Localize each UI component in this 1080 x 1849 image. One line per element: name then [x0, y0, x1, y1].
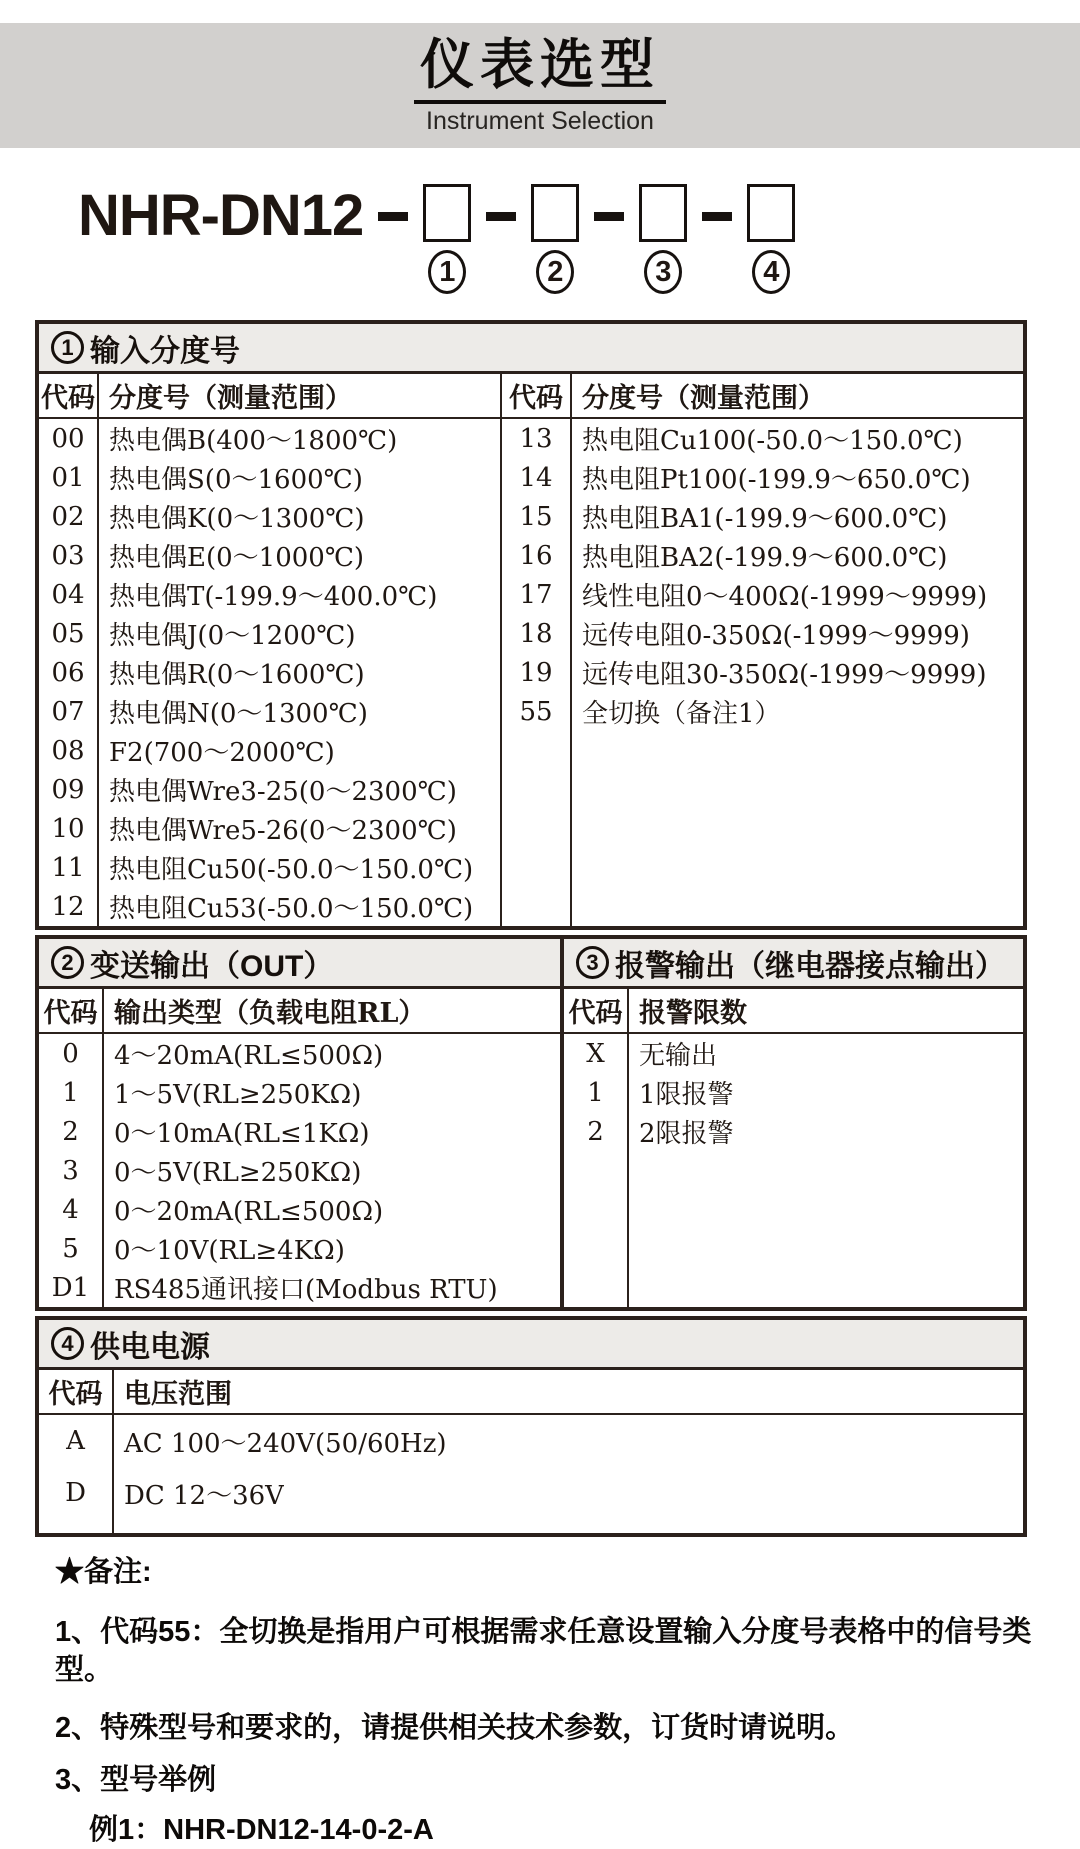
desc-cell: 热电阻Cu53(-50.0～150.0℃) — [109, 894, 474, 924]
code-cell: 03 — [39, 536, 99, 575]
table1-section-header — [39, 324, 1023, 374]
section1-number-icon — [51, 331, 84, 364]
column-header-code: 代码 — [564, 989, 629, 1032]
table2-table3-columns — [39, 939, 1023, 1307]
code-cell: 08 — [39, 731, 99, 770]
model-prefix: NHR-DN12 — [78, 183, 364, 248]
desc-cell: RS485通讯接口(Modbus RTU) — [114, 1275, 498, 1305]
page-subtitle: Instrument Selection — [426, 107, 654, 136]
desc-cell: 热电阻BA2(-199.9～600.0℃) — [582, 543, 948, 573]
model-slot-2 — [531, 184, 579, 294]
code-cell — [39, 1519, 114, 1533]
column-header-desc: 输出类型（负载电阻RL） — [114, 998, 426, 1029]
slot-number: 1 — [439, 255, 456, 288]
table-row — [39, 1229, 560, 1268]
model-slot-box-3 — [639, 184, 687, 242]
section4-title: 供电电源 — [90, 1330, 210, 1364]
section3-number-icon — [576, 946, 609, 979]
model-slot-3 — [639, 184, 687, 294]
table-row — [502, 692, 1023, 731]
section2-title: 变送输出（OUT） — [90, 949, 334, 983]
desc-cell: F2(700～2000℃) — [109, 738, 335, 768]
note-item: 1、代码55：全切换是指用户可根据需求任意设置输入分度号表格中的信号类型。 — [55, 1616, 1032, 1686]
desc-cell: 远传电阻0-350Ω(-1999～9999) — [582, 621, 970, 651]
column-header-desc: 分度号（测量范围） — [109, 383, 352, 414]
table4-power-supply — [35, 1316, 1027, 1537]
desc-cell: 0～10mA(RL≤1KΩ) — [114, 1119, 370, 1149]
desc-cell: 2限报警 — [639, 1119, 734, 1149]
note-item: 2、特殊型号和要求的，请提供相关技术参数，订货时请说明。 — [55, 1712, 855, 1744]
model-slot-1 — [423, 184, 471, 294]
code-cell: A — [39, 1415, 114, 1467]
code-cell: 4 — [39, 1190, 104, 1229]
slot-number: 2 — [547, 255, 564, 288]
table1-right-header-row — [502, 374, 1023, 419]
empty-filler-row — [39, 1519, 1023, 1533]
table-row — [564, 1034, 1023, 1073]
table-row — [39, 731, 500, 770]
empty-filler-row — [502, 731, 1023, 926]
desc-cell: 热电偶Wre3-25(0～2300℃) — [109, 777, 457, 807]
table1-left-header-row — [39, 374, 500, 419]
table-row — [39, 1268, 560, 1307]
column-header-code: 代码 — [39, 1370, 114, 1413]
desc-cell: 热电偶N(0～1300℃) — [109, 699, 368, 729]
desc-cell: 热电偶K(0～1300℃) — [109, 504, 365, 534]
code-cell: 01 — [39, 458, 99, 497]
model-slot-box-4 — [747, 184, 795, 242]
code-cell: 1 — [564, 1073, 629, 1112]
note-item: 3、型号举例 — [55, 1764, 217, 1796]
desc-cell: 热电偶T(-199.9～400.0℃) — [109, 582, 438, 612]
desc-cell: 热电偶B(400～1800℃) — [109, 426, 398, 456]
code-cell: 14 — [502, 458, 572, 497]
desc-cell: 热电偶S(0～1600℃) — [109, 465, 363, 495]
column-header-desc: 分度号（测量范围） — [582, 383, 825, 414]
desc-cell: 线性电阻0～400Ω(-1999～9999) — [582, 582, 988, 612]
desc-cell: 热电阻Cu50(-50.0～150.0℃) — [109, 855, 474, 885]
circled-number-4 — [752, 250, 790, 294]
table3-section-header — [564, 939, 1023, 989]
code-cell: 11 — [39, 848, 99, 887]
desc-cell: 0～20mA(RL≤500Ω) — [114, 1197, 384, 1227]
table-row — [564, 1073, 1023, 1112]
table-row — [39, 848, 500, 887]
note-example: 例1：NHR-DN12-14-0-2-A — [89, 1814, 434, 1846]
model-slot-box-1 — [423, 184, 471, 242]
table-row — [39, 1190, 560, 1229]
code-cell: 17 — [502, 575, 572, 614]
table-row — [39, 692, 500, 731]
table-row — [39, 497, 500, 536]
column-header-desc: 电压范围 — [124, 1379, 232, 1410]
slot-number: 3 — [655, 255, 672, 288]
desc-cell: 热电阻BA1(-199.9～600.0℃) — [582, 504, 948, 534]
desc-cell: 无输出 — [639, 1041, 718, 1071]
dash-separator — [486, 212, 516, 221]
code-cell: 12 — [39, 887, 99, 926]
desc-cell: 0～5V(RL≥250KΩ) — [114, 1158, 362, 1188]
instrument-selection-page — [0, 23, 1080, 1846]
table-row — [39, 1112, 560, 1151]
desc-cell: 热电偶Wre5-26(0～2300℃) — [109, 816, 457, 846]
desc-cell: 热电偶R(0～1600℃) — [109, 660, 365, 690]
desc-cell: 热电阻Cu100(-50.0～150.0℃) — [582, 426, 963, 456]
code-cell: 05 — [39, 614, 99, 653]
table-row — [39, 1151, 560, 1190]
code-cell: 06 — [39, 653, 99, 692]
table1-input-graduation — [35, 320, 1027, 930]
code-cell: 19 — [502, 653, 572, 692]
table-row — [39, 1467, 1023, 1519]
slot-number: 4 — [763, 255, 780, 288]
desc-cell: 1～5V(RL≥250KΩ) — [114, 1080, 362, 1110]
code-cell: 04 — [39, 575, 99, 614]
table2-header-row — [39, 989, 560, 1034]
table-row — [39, 575, 500, 614]
code-cell: 07 — [39, 692, 99, 731]
section-number: 4 — [61, 1330, 74, 1356]
section-number: 3 — [586, 949, 599, 975]
column-header-code: 代码 — [39, 374, 99, 417]
code-cell — [564, 1151, 629, 1307]
code-cell: 02 — [39, 497, 99, 536]
column-header-code: 代码 — [502, 374, 572, 417]
code-cell: 0 — [39, 1034, 104, 1073]
code-cell: 10 — [39, 809, 99, 848]
desc-cell: 热电偶E(0～1000℃) — [109, 543, 365, 573]
dash-separator — [594, 212, 624, 221]
title-band — [0, 23, 1080, 148]
table-row — [39, 614, 500, 653]
table-row — [564, 1112, 1023, 1151]
desc-cell: 热电阻Pt100(-199.9～650.0℃) — [582, 465, 971, 495]
desc-cell: 远传电阻30-350Ω(-1999～9999) — [582, 660, 987, 690]
section-number: 2 — [61, 949, 74, 975]
table-row — [39, 653, 500, 692]
table-row — [39, 1415, 1023, 1467]
table-row — [39, 809, 500, 848]
table-row — [502, 458, 1023, 497]
circled-number-3 — [644, 250, 682, 294]
desc-cell: 全切换（备注1） — [582, 699, 781, 729]
desc-cell: AC 100～240V(50/60Hz) — [124, 1428, 447, 1459]
model-slot-box-2 — [531, 184, 579, 242]
desc-cell: 热电偶J(0～1200℃) — [109, 621, 356, 651]
code-cell: D — [39, 1467, 114, 1519]
desc-cell: 4～20mA(RL≤500Ω) — [114, 1041, 384, 1071]
table-row — [39, 887, 500, 926]
table2-transmit-output — [39, 939, 560, 1307]
dash-separator — [702, 212, 732, 221]
code-cell: 09 — [39, 770, 99, 809]
code-cell: X — [564, 1034, 629, 1073]
empty-filler-row — [564, 1151, 1023, 1307]
table-row — [502, 536, 1023, 575]
code-cell: 2 — [564, 1112, 629, 1151]
code-cell: 13 — [502, 419, 572, 458]
model-code-row — [78, 184, 1080, 294]
code-cell: 00 — [39, 419, 99, 458]
code-cell — [502, 731, 572, 926]
code-cell: 18 — [502, 614, 572, 653]
notes-header: ★备注: — [55, 1556, 152, 1588]
section1-title: 输入分度号 — [90, 334, 240, 368]
table-row — [502, 497, 1023, 536]
table-row — [39, 770, 500, 809]
table-row — [39, 1073, 560, 1112]
table4-header-row — [39, 1370, 1023, 1415]
desc-cell: 0～10V(RL≥4KΩ) — [114, 1236, 345, 1266]
circled-number-2 — [536, 250, 574, 294]
code-cell: 55 — [502, 692, 572, 731]
desc-cell: 1限报警 — [639, 1080, 734, 1110]
desc-cell: DC 12～36V — [124, 1480, 284, 1511]
code-cell: 3 — [39, 1151, 104, 1190]
table-row — [502, 653, 1023, 692]
table-row — [502, 575, 1023, 614]
circled-number-1 — [428, 250, 466, 294]
table1-columns — [39, 374, 1023, 926]
section3-title: 报警输出（继电器接点输出） — [615, 949, 1005, 983]
code-cell: 2 — [39, 1112, 104, 1151]
code-cell: 16 — [502, 536, 572, 575]
section2-number-icon — [51, 946, 84, 979]
table3-alarm-output — [560, 939, 1023, 1307]
page-title: 仪表选型 — [414, 35, 666, 104]
table-row — [39, 1034, 560, 1073]
table-row — [502, 419, 1023, 458]
code-cell: 1 — [39, 1073, 104, 1112]
code-cell: D1 — [39, 1268, 104, 1307]
table1-right-half — [500, 374, 1023, 926]
table4-section-header — [39, 1320, 1023, 1370]
table2-table3-block — [35, 935, 1027, 1311]
table2-section-header — [39, 939, 560, 989]
model-slot-4 — [747, 184, 795, 294]
section4-number-icon — [51, 1327, 84, 1360]
table1-left-half — [39, 374, 500, 926]
notes-section — [55, 1553, 1080, 1849]
table-row — [39, 419, 500, 458]
code-cell: 5 — [39, 1229, 104, 1268]
dash-separator — [378, 212, 408, 221]
section-number: 1 — [61, 334, 74, 360]
table-row — [39, 458, 500, 497]
code-cell: 15 — [502, 497, 572, 536]
table3-header-row — [564, 989, 1023, 1034]
table-row — [39, 536, 500, 575]
column-header-code: 代码 — [39, 989, 104, 1032]
table-row — [502, 614, 1023, 653]
column-header-desc: 报警限数 — [639, 998, 747, 1029]
